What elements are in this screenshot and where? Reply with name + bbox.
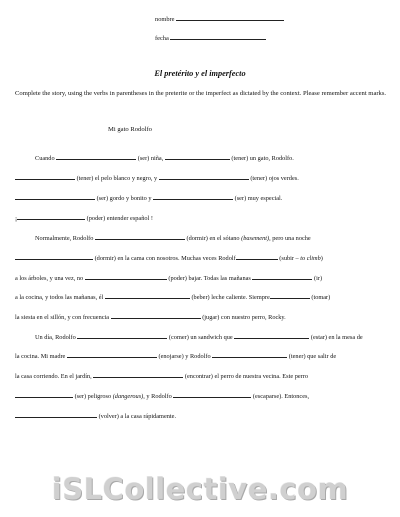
fecha-line bbox=[155, 33, 266, 42]
story-text: (subir – bbox=[277, 255, 301, 262]
story-text: la siesta en el sillón, y con frecuencia bbox=[15, 314, 111, 321]
story-text: Normalmente, Rodolfo bbox=[35, 235, 95, 242]
story-text: Cuando bbox=[35, 155, 57, 162]
story-line bbox=[15, 351, 390, 360]
answer-blank[interactable] bbox=[111, 312, 201, 319]
answer-blank[interactable] bbox=[15, 411, 97, 418]
story-text: (ir) bbox=[312, 275, 323, 282]
story-line bbox=[15, 193, 390, 202]
answer-blank[interactable] bbox=[95, 233, 185, 240]
italic-gloss: to climb bbox=[300, 255, 321, 262]
story-text: la cocina. Mi madre bbox=[15, 353, 67, 360]
nombre-label: nombre bbox=[155, 16, 175, 23]
instructions: Complete the story, using the verbs in parentheses in the preterite or the imperfect as dictated by the context. Please remember accent marks. bbox=[15, 90, 387, 97]
worksheet-title: El pretérito y el imperfecto bbox=[154, 69, 246, 78]
story-text: (enojarse) y Rodolfo bbox=[156, 353, 213, 360]
italic-gloss: (basement) bbox=[241, 235, 270, 242]
story-line bbox=[15, 173, 390, 182]
story-text: ) bbox=[320, 255, 323, 262]
answer-blank[interactable] bbox=[67, 351, 157, 358]
story-line bbox=[15, 253, 390, 262]
story-line bbox=[15, 312, 390, 321]
story-line bbox=[15, 332, 400, 341]
story-text: (tener) ojos verdes. bbox=[248, 175, 299, 182]
story-text: (ser) peligroso bbox=[73, 393, 113, 400]
answer-blank[interactable] bbox=[15, 193, 95, 200]
story-text: (estar) en la mesa de bbox=[309, 334, 363, 341]
answer-blank[interactable] bbox=[17, 213, 85, 220]
story-text: (ser) gordo y bonito y bbox=[95, 195, 154, 202]
answer-blank[interactable] bbox=[212, 351, 287, 358]
answer-blank[interactable] bbox=[15, 253, 93, 260]
answer-blank[interactable] bbox=[236, 253, 278, 260]
answer-blank[interactable] bbox=[153, 193, 233, 200]
story-text: (volver) a la casa rápidamente. bbox=[97, 413, 177, 420]
nombre-line bbox=[155, 14, 284, 23]
italic-gloss: (dangerous) bbox=[112, 393, 144, 400]
story-text: (comer) un sandwich que bbox=[167, 334, 235, 341]
story-line bbox=[15, 391, 390, 400]
answer-blank[interactable] bbox=[15, 173, 75, 180]
story-line bbox=[15, 233, 400, 242]
nombre-blank[interactable] bbox=[176, 14, 284, 21]
answer-blank[interactable] bbox=[234, 332, 309, 339]
answer-blank[interactable] bbox=[15, 391, 73, 398]
story-title: Mi gato Rodolfo bbox=[108, 126, 152, 133]
answer-blank[interactable] bbox=[93, 371, 183, 378]
story-text: (ser) muy especial. bbox=[233, 195, 283, 202]
answer-blank[interactable] bbox=[173, 391, 251, 398]
answer-blank[interactable] bbox=[270, 292, 310, 299]
story-text: , pero una noche bbox=[269, 235, 311, 242]
story-line bbox=[15, 292, 390, 301]
story-text: (tomar) bbox=[309, 294, 331, 301]
answer-blank[interactable] bbox=[85, 273, 167, 280]
answer-blank[interactable] bbox=[165, 153, 230, 160]
story-text: (jugar) con nuestro perro, Rocky. bbox=[200, 314, 286, 321]
story-line bbox=[15, 371, 390, 380]
story-text: (dormir) en la cama con nosotros. Muchas veces Rodolf bbox=[93, 255, 236, 262]
fecha-label: fecha bbox=[155, 35, 169, 42]
story-text: a los árboles, y una vez, no bbox=[15, 275, 85, 282]
story-text: ¡ bbox=[15, 215, 18, 222]
story-text: (tener) el pelo blanco y negro, y bbox=[75, 175, 159, 182]
story-text: (poder) entender español ! bbox=[85, 215, 153, 222]
story-text: (escaparse). Entonces, bbox=[251, 393, 310, 400]
watermark-logo: iSLCollective.com bbox=[51, 472, 349, 506]
story-line bbox=[15, 213, 390, 222]
answer-blank[interactable] bbox=[159, 173, 249, 180]
fecha-blank[interactable] bbox=[170, 33, 266, 40]
story-line bbox=[15, 273, 390, 282]
story-line bbox=[15, 153, 400, 162]
answer-blank[interactable] bbox=[105, 292, 190, 299]
story-text: (tener) que salir de bbox=[287, 353, 337, 360]
story-text: (tener) un gato, Rodolfo. bbox=[229, 155, 294, 162]
story-text: (beber) leche caliente. Siempre bbox=[189, 294, 270, 301]
story-text: la casa corriendo. En el jardín, bbox=[15, 373, 94, 380]
answer-blank[interactable] bbox=[56, 153, 136, 160]
story-text: , y Rodolfo bbox=[143, 393, 174, 400]
story-text: a la cocina, y todos las mañanas, él bbox=[15, 294, 105, 301]
story-text: (ser) niña, bbox=[136, 155, 165, 162]
story-text: (encontrar) el perro de nuestra vecina. Este perro bbox=[183, 373, 308, 380]
story-text: (poder) bajar. Todas las mañanas bbox=[166, 275, 253, 282]
answer-blank[interactable] bbox=[252, 273, 312, 280]
story-text: Un día, Rodolfo bbox=[35, 334, 78, 341]
story-text: (dormir) en el sótano bbox=[184, 235, 242, 242]
story-line bbox=[15, 411, 390, 420]
answer-blank[interactable] bbox=[77, 332, 167, 339]
